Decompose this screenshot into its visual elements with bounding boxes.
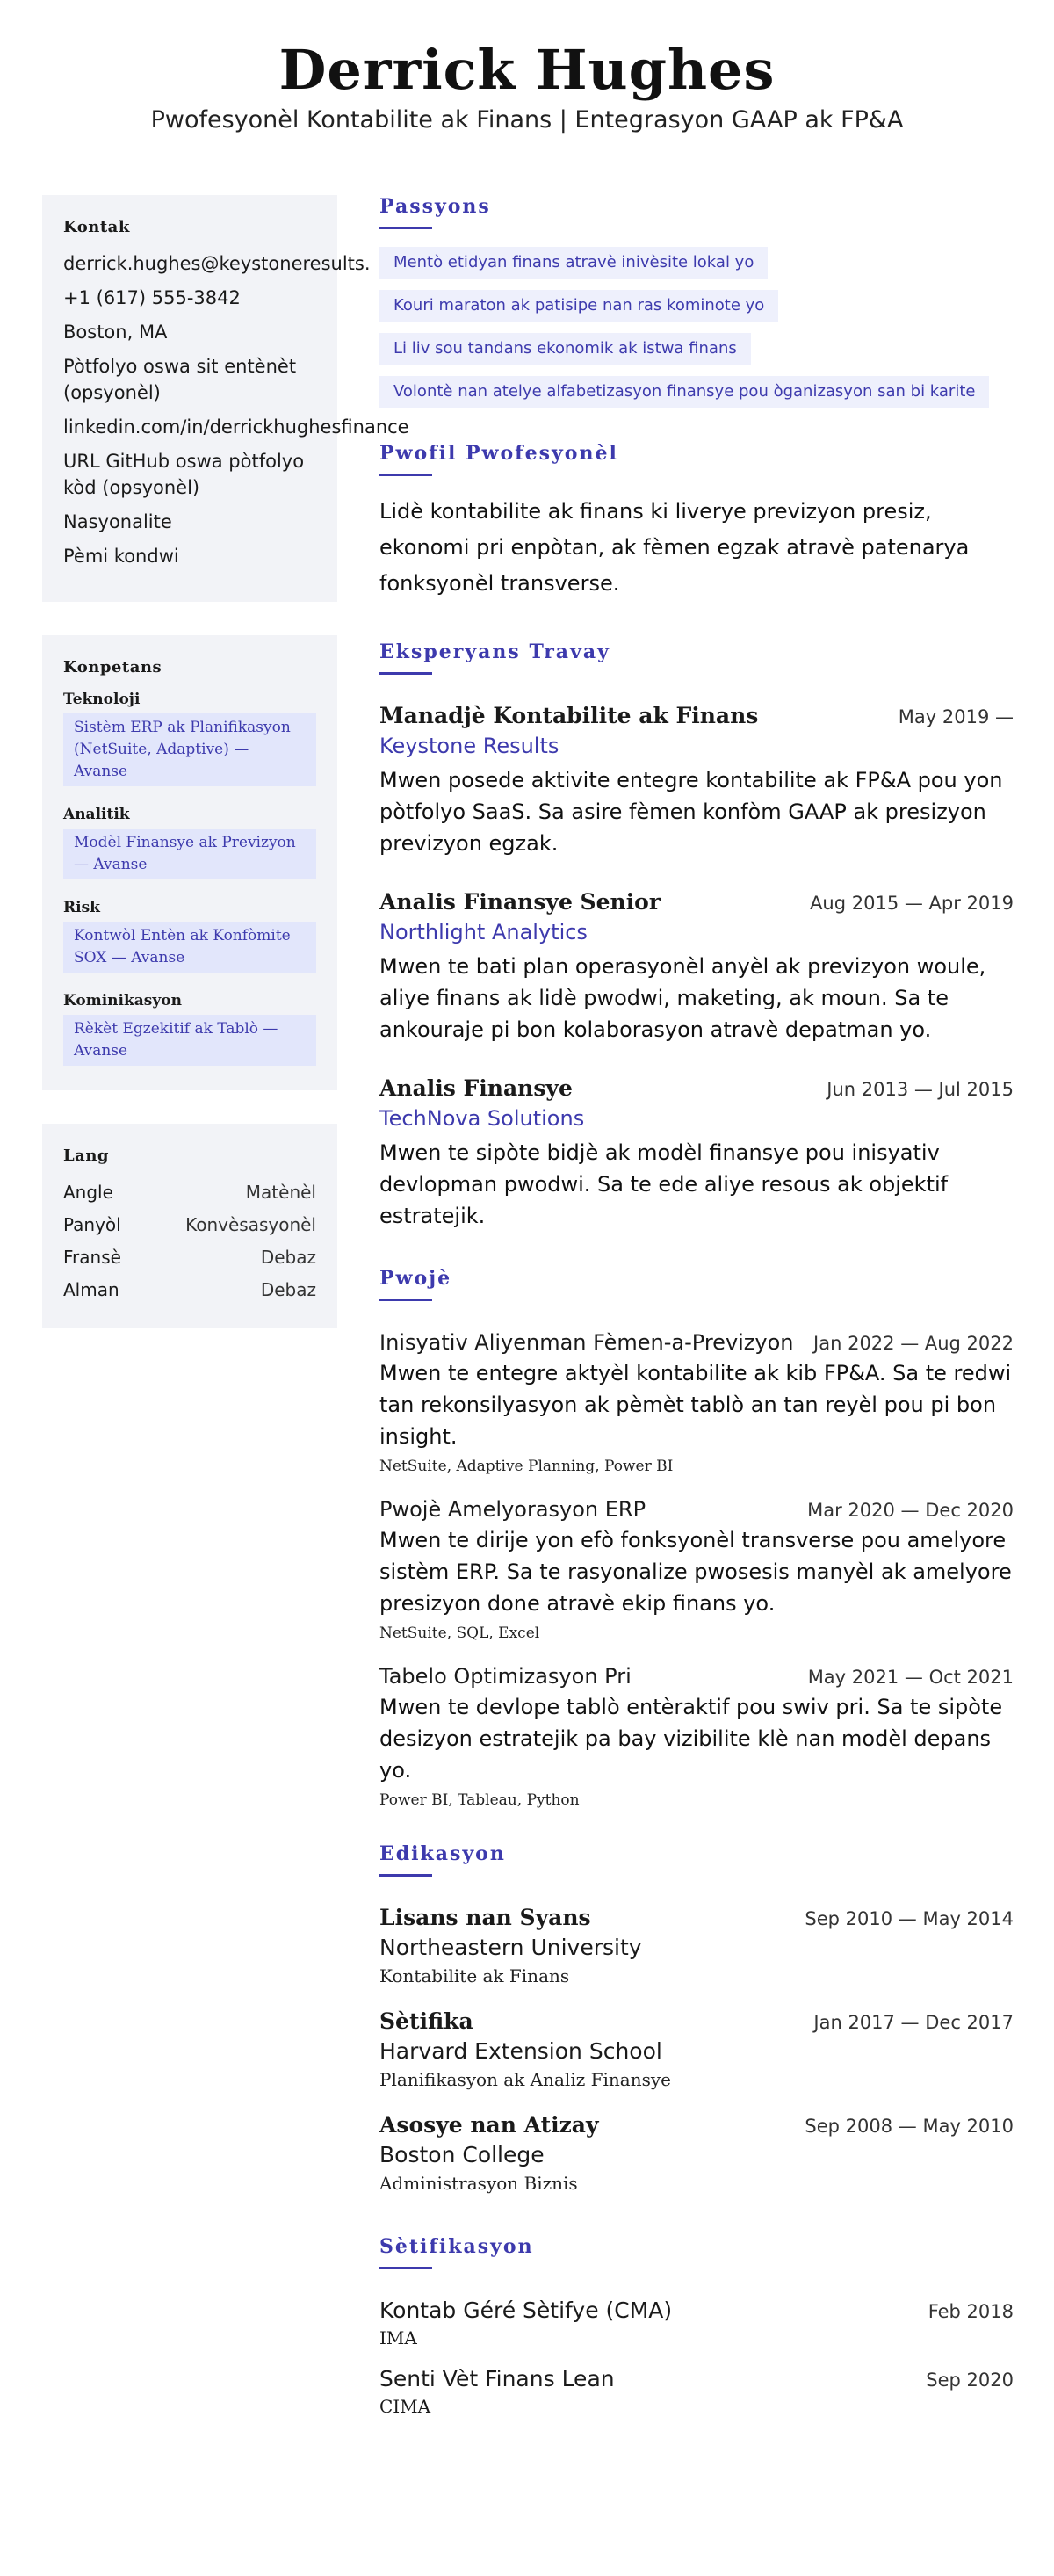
contact-nationality: Nasyonalite xyxy=(63,511,172,533)
language-level: Matènèl xyxy=(245,1182,316,1204)
skill-group xyxy=(63,806,316,879)
project-name: Pwojè Amelyorasyon ERP xyxy=(379,1497,646,1523)
skills-box xyxy=(42,635,337,1090)
job-dates: Aug 2015 — Apr 2019 xyxy=(810,893,1014,915)
job-role: Analis Finansye xyxy=(379,1075,573,1102)
language-level: Debaz xyxy=(260,1247,316,1269)
language-name: Alman xyxy=(63,1279,119,1301)
project-tech: NetSuite, SQL, Excel xyxy=(379,1624,540,1643)
projects-section xyxy=(379,1267,1014,1809)
contact-github: URL GitHub oswa pòtfolyo kòd (opsyonèl) xyxy=(63,451,305,499)
section-divider xyxy=(379,672,432,675)
contact-phone[interactable]: +1 (617) 555-3842 xyxy=(63,287,241,309)
profile-section xyxy=(379,442,1014,602)
language-row xyxy=(63,1244,316,1270)
certification-date: Feb 2018 xyxy=(928,2301,1014,2323)
skill-group xyxy=(63,691,316,786)
language-row xyxy=(63,1277,316,1303)
education-dates: Sep 2010 — May 2014 xyxy=(805,1908,1014,1930)
candidate-name: Derrick Hughes xyxy=(278,38,776,102)
education-field: Kontabilite ak Finans xyxy=(379,1965,570,1987)
education-section xyxy=(379,1842,1014,2196)
education-entry xyxy=(379,1903,1014,1989)
passion-list xyxy=(379,247,1014,419)
education-school: Boston College xyxy=(379,2142,545,2168)
skill-chip: Sistèm ERP ak Planifikasyon (NetSuite, Adaptive) — Avanse xyxy=(63,713,316,786)
education-title: Edikasyon xyxy=(379,1842,506,1866)
skill-group xyxy=(63,899,316,973)
certifications-section xyxy=(379,2235,1014,2419)
project-entry xyxy=(379,1494,1014,1642)
education-degree: Asosye nan Atizay xyxy=(379,2112,599,2138)
job-company: TechNova Solutions xyxy=(379,1106,585,1132)
project-dates: May 2021 — Oct 2021 xyxy=(807,1667,1014,1689)
main-column xyxy=(379,195,1014,2433)
job-dates: Jun 2013 — Jul 2015 xyxy=(827,1079,1014,1101)
project-description: Mwen te devlope tablò entèraktif pou swiv pri. Sa te sipòte desizyon estratejik pa bay vizibilite klè nan modèl depans yo. xyxy=(379,1695,1003,1784)
passion-chip: Volontè nan atelye alfabetizasyon finansye pou òganizasyon san bi karite xyxy=(379,376,989,408)
job-company: Keystone Results xyxy=(379,734,559,759)
education-field: Planifikasyon ak Analiz Finansye xyxy=(379,2069,671,2091)
job-company: Northlight Analytics xyxy=(379,920,588,945)
skill-group-title: Analitik xyxy=(63,806,130,824)
language-level: Debaz xyxy=(260,1279,316,1301)
sidebar xyxy=(42,195,409,1361)
passion-chip: Kouri maraton ak patisipe nan ras kominote yo xyxy=(379,290,778,322)
section-divider xyxy=(379,2267,432,2269)
skill-group-title: Teknoloji xyxy=(63,691,141,709)
candidate-subtitle: Pwofesyonèl Kontabilite ak Finans | Entegrasyon GAAP ak FP&A xyxy=(150,106,904,134)
contact-title: Kontak xyxy=(63,218,130,237)
skill-chip: Rèkèt Egzekitif ak Tablò — Avanse xyxy=(63,1015,316,1066)
education-field: Administrasyon Biznis xyxy=(379,2173,578,2195)
passions-section xyxy=(379,195,1014,419)
certification-name: Senti Vèt Finans Lean xyxy=(379,2366,615,2392)
skill-group-title: Risk xyxy=(63,899,100,917)
contact-box xyxy=(42,195,409,602)
skill-group-title: Kominikasyon xyxy=(63,992,182,1010)
certification-issuer: IMA xyxy=(379,2327,417,2349)
project-dates: Mar 2020 — Dec 2020 xyxy=(807,1500,1014,1522)
language-level: Konvèsasyonèl xyxy=(185,1214,316,1236)
project-description: Mwen te dirije yon efò fonksyonèl transverse pou amelyore sistèm ERP. Sa te rasyonalize pwosesis manyèl ak amelyore presizyon done atravè ekip finans yo. xyxy=(379,1528,1012,1617)
passion-chip: Mentò etidyan finans atravè inivèsite lokal yo xyxy=(379,247,768,279)
job-description: Mwen te sipòte bidjè ak modèl finansye pou inisyativ devlopman pwodwi. Sa te ede aliye resous ak objektif estratejik. xyxy=(379,1140,949,1229)
job-dates: May 2019 — xyxy=(898,706,1014,728)
project-name: Tabelo Optimizasyon Pri xyxy=(379,1664,632,1690)
language-row xyxy=(63,1179,316,1205)
contact-permit: Pèmi kondwi xyxy=(63,546,179,568)
experience-title: Eksperyans Travay xyxy=(379,640,610,664)
education-entry xyxy=(379,2110,1014,2196)
certification-entry xyxy=(379,2364,1014,2419)
experience-entry xyxy=(379,701,1014,859)
projects-title: Pwojè xyxy=(379,1267,452,1291)
certification-entry xyxy=(379,2296,1014,2350)
job-role: Manadjè Kontabilite ak Finans xyxy=(379,703,759,729)
language-name: Angle xyxy=(63,1182,113,1204)
job-description: Mwen te bati plan operasyonèl anyèl ak previzyon woule, aliye finans ak lidè pwodwi, maketing, ak moun. Sa te ankouraje pi bon kolaborasyon atravè depatman yo. xyxy=(379,954,986,1043)
education-entry xyxy=(379,2007,1014,2093)
certification-name: Kontab Géré Sètifye (CMA) xyxy=(379,2297,673,2324)
section-divider xyxy=(379,227,432,229)
project-dates: Jan 2022 — Aug 2022 xyxy=(813,1333,1014,1355)
project-tech: Power BI, Tableau, Python xyxy=(379,1791,580,1810)
skill-chip: Kontwòl Entèn ak Konfòmite SOX — Avanse xyxy=(63,922,316,973)
experience-entry xyxy=(379,1074,1014,1232)
project-entry xyxy=(379,1661,1014,1809)
languages-title: Lang xyxy=(63,1147,109,1166)
contact-email[interactable]: derrick.hughes@keystoneresults. xyxy=(63,253,371,275)
section-divider xyxy=(379,1299,432,1301)
experience-section xyxy=(379,640,1014,1232)
language-name: Fransè xyxy=(63,1247,121,1269)
language-row xyxy=(63,1212,316,1238)
education-school: Harvard Extension School xyxy=(379,2038,662,2065)
certification-date: Sep 2020 xyxy=(926,2370,1014,2391)
education-school: Northeastern University xyxy=(379,1935,642,1961)
section-divider xyxy=(379,474,432,476)
education-degree: Sètifika xyxy=(379,2008,473,2035)
certification-issuer: CIMA xyxy=(379,2396,431,2418)
certifications-title: Sètifikasyon xyxy=(379,2235,534,2259)
resume-header xyxy=(0,0,1054,134)
contact-portfolio: Pòtfolyo oswa sit entènèt (opsyonèl) xyxy=(63,356,297,404)
skill-group xyxy=(63,992,316,1066)
job-role: Analis Finansye Senior xyxy=(379,889,661,915)
languages-box xyxy=(42,1124,337,1328)
project-description: Mwen te entegre aktyèl kontabilite ak kib FP&A. Sa te redwi tan rekonsilyasyon ak pèmèt tablò an tan reyèl pou pi bon insight. xyxy=(379,1361,1012,1450)
skill-chip: Modèl Finansye ak Previzyon — Avanse xyxy=(63,829,316,879)
contact-location: Boston, MA xyxy=(63,322,168,344)
section-divider xyxy=(379,1874,432,1877)
passion-chip: Li liv sou tandans ekonomik ak istwa finans xyxy=(379,333,751,365)
experience-entry xyxy=(379,887,1014,1046)
education-dates: Jan 2017 — Dec 2017 xyxy=(813,2012,1014,2034)
project-entry xyxy=(379,1328,1014,1475)
project-tech: NetSuite, Adaptive Planning, Power BI xyxy=(379,1458,674,1476)
education-degree: Lisans nan Syans xyxy=(379,1905,591,1931)
profile-title: Pwofil Pwofesyonèl xyxy=(379,442,618,466)
contact-linkedin[interactable]: linkedin.com/in/derrickhughesfinance xyxy=(63,416,409,438)
profile-text: Lidè kontabilite ak finans ki liverye previzyon presiz, ekonomi pri enpòtan, ak fèmen egzak atravè patenarya fonksyonèl transverse. xyxy=(379,499,970,597)
job-description: Mwen posede aktivite entegre kontabilite ak FP&A pou yon pòtfolyo SaaS. Sa asire fèmen konfòm GAAP ak presizyon previzyon egzak. xyxy=(379,768,1003,857)
skills-title: Konpetans xyxy=(63,658,162,677)
passions-title: Passyons xyxy=(379,195,491,219)
project-name: Inisyativ Aliyenman Fèmen-a-Previzyon xyxy=(379,1330,794,1356)
language-name: Panyòl xyxy=(63,1214,121,1236)
education-dates: Sep 2008 — May 2010 xyxy=(805,2116,1014,2138)
